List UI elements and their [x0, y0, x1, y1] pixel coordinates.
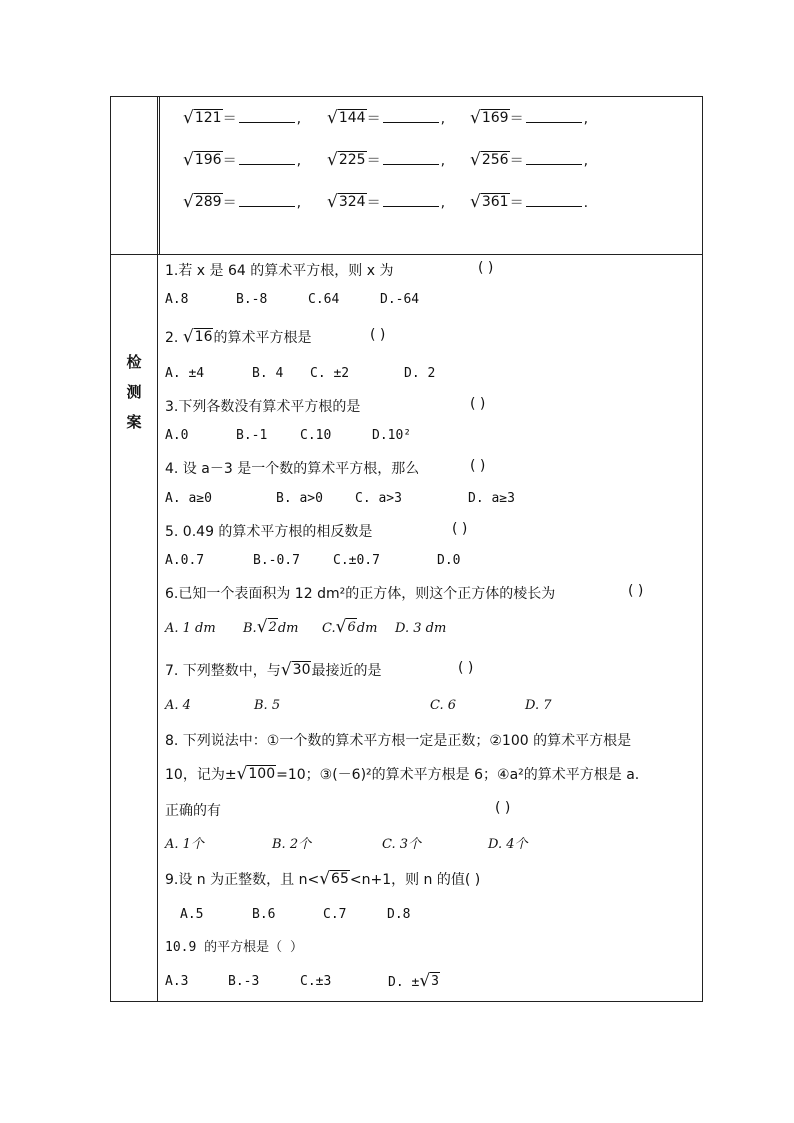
radicand: 121 [194, 110, 222, 126]
option-b[interactable]: B.-0.7 [253, 553, 300, 568]
option-b[interactable]: B.-1 [236, 428, 268, 443]
radicand: 196 [194, 152, 222, 168]
option-b[interactable]: B. √ 2 dm [243, 617, 299, 637]
option-b[interactable]: B.6 [252, 907, 276, 922]
option-d[interactable]: D. a≥3 [468, 491, 515, 506]
question-6-text: 6.已知一个表面积为 12 dm²的正方体，则这个正方体的棱长为 [165, 586, 556, 602]
sqrt-blank-item [183, 192, 301, 212]
equals-sign: ＝ [222, 111, 237, 127]
option-a[interactable]: A. 1 dm [165, 621, 216, 636]
option-d[interactable]: D.0 [437, 553, 461, 568]
radicand: 169 [481, 110, 509, 126]
question-6-paren[interactable]: ( ) [628, 583, 644, 599]
option-c[interactable]: C.±0.7 [333, 553, 380, 568]
answer-blank[interactable] [526, 150, 582, 165]
option-d[interactable]: D. ± √ 3 [388, 971, 439, 991]
question-2-paren[interactable]: ( ) [370, 327, 386, 343]
option-a[interactable]: A.0.7 [165, 553, 205, 568]
punctuation: , [440, 111, 446, 127]
option-a[interactable]: A.3 [165, 974, 189, 989]
option-a[interactable]: A.0 [165, 428, 189, 443]
option-c[interactable]: C.7 [323, 907, 347, 922]
punctuation: , [296, 195, 302, 211]
option-a[interactable]: A. a≥0 [165, 491, 212, 506]
sqrt-symbol: √ 289 [183, 192, 222, 212]
radicand: 324 [338, 194, 366, 210]
question-1-paren[interactable]: ( ) [478, 260, 494, 276]
question-8-line2: 10，记为± √ 100 =10；③(－6)²的算术平方根是 6；④a²的算术平方根是 a. [165, 764, 640, 784]
sqrt-symbol: √ 121 [183, 108, 222, 128]
question-7-text: 7. 下列整数中，与 √ 30 最接近的是 [165, 660, 382, 680]
punctuation: , [440, 195, 446, 211]
option-a[interactable]: A. 1个 [165, 837, 204, 852]
answer-blank[interactable] [383, 192, 439, 207]
radicand: 256 [481, 152, 509, 168]
option-d[interactable]: D. 2 [404, 366, 436, 381]
option-a[interactable]: A.8 [165, 292, 189, 307]
sqrt-blank-item [470, 150, 588, 170]
sqrt-symbol: √ 256 [470, 150, 509, 170]
option-c[interactable]: C. ±2 [310, 366, 350, 381]
option-c[interactable]: C.10 [300, 428, 332, 443]
option-a[interactable]: A. 4 [165, 698, 191, 713]
answer-blank[interactable] [526, 192, 582, 207]
question-9-text: 9.设 n 为正整数，且 n< √ 65 <n+1，则 n 的值( ) [165, 869, 481, 889]
equals-sign: ＝ [509, 111, 524, 127]
punctuation: , [440, 153, 446, 169]
question-5-paren[interactable]: ( ) [452, 521, 468, 537]
sqrt-blank-item [183, 150, 301, 170]
sqrt-blank-item [470, 108, 588, 128]
option-d[interactable]: D.10² [372, 428, 412, 443]
worksheet-table [110, 96, 703, 1002]
equals-sign: ＝ [509, 195, 524, 211]
option-c[interactable]: C. 3个 [382, 837, 422, 852]
answer-blank[interactable] [239, 150, 295, 165]
punctuation: . [583, 195, 589, 211]
answer-blank[interactable] [526, 108, 582, 123]
option-c[interactable]: C. 6 [430, 698, 457, 713]
punctuation: , [296, 111, 302, 127]
question-8-paren[interactable]: ( ) [495, 800, 511, 816]
equals-sign: ＝ [366, 153, 381, 169]
option-c[interactable]: C.64 [308, 292, 340, 307]
radicand: 144 [338, 110, 366, 126]
row-divider [111, 254, 702, 255]
sqrt-blank-item [470, 192, 588, 212]
radicand: 289 [194, 194, 222, 210]
sqrt-symbol: √ 196 [183, 150, 222, 170]
option-c[interactable]: C.±3 [300, 974, 332, 989]
answer-blank[interactable] [239, 108, 295, 123]
sqrt-symbol: √ 169 [470, 108, 509, 128]
radicand: 225 [338, 152, 366, 168]
question-4-text: 4. 设 a－3 是一个数的算术平方根，那么 [165, 461, 420, 477]
answer-blank[interactable] [383, 108, 439, 123]
option-b[interactable]: B.-3 [228, 974, 260, 989]
option-b[interactable]: B. 5 [254, 698, 281, 713]
question-5-text: 5. 0.49 的算术平方根的相反数是 [165, 524, 373, 540]
option-b[interactable]: B. a>0 [276, 491, 323, 506]
question-8-line3: 正确的有 [165, 803, 221, 819]
punctuation: , [583, 153, 589, 169]
option-b[interactable]: B. 4 [252, 366, 284, 381]
option-d[interactable]: D.-64 [380, 292, 420, 307]
option-d[interactable]: D. 7 [525, 698, 552, 713]
option-c[interactable]: C. a>3 [355, 491, 402, 506]
equals-sign: ＝ [509, 153, 524, 169]
sqrt-blank-item [327, 150, 445, 170]
option-d[interactable]: D.8 [387, 907, 411, 922]
option-d[interactable]: D. 3 dm [395, 621, 447, 636]
option-d[interactable]: D. 4个 [488, 837, 528, 852]
equals-sign: ＝ [366, 111, 381, 127]
sqrt-symbol: √ 16 [182, 327, 213, 347]
sqrt-symbol: √ 361 [470, 192, 509, 212]
sqrt-blank-item [183, 108, 301, 128]
sqrt-symbol: √ 225 [327, 150, 366, 170]
sqrt-symbol: √ 144 [327, 108, 366, 128]
equals-sign: ＝ [222, 195, 237, 211]
option-c[interactable]: C. √ 6 dm [322, 617, 378, 637]
option-b[interactable]: B.-8 [236, 292, 268, 307]
answer-blank[interactable] [383, 150, 439, 165]
question-10-text: 10.9 的平方根是（ ） [165, 940, 303, 955]
inner-column-divider [159, 97, 160, 254]
answer-blank[interactable] [239, 192, 295, 207]
question-3-text: 3.下列各数没有算术平方根的是 [165, 399, 361, 415]
question-7-paren[interactable]: ( ) [458, 660, 474, 676]
sqrt-blank-item [327, 108, 445, 128]
section-label: 检 测 案 [126, 353, 142, 431]
equals-sign: ＝ [366, 195, 381, 211]
question-1-text: 1.若 x 是 64 的算术平方根，则 x 为 [165, 263, 394, 279]
question-4-paren[interactable]: ( ) [470, 458, 486, 474]
question-2-text: 2. √ 16 的算术平方根是 [165, 327, 312, 347]
punctuation: , [583, 111, 589, 127]
sqrt-blank-item [327, 192, 445, 212]
option-b[interactable]: B. 2个 [272, 837, 312, 852]
option-a[interactable]: A. ±4 [165, 366, 205, 381]
column-divider [157, 97, 158, 1001]
question-8-line1: 8. 下列说法中：①一个数的算术平方根一定是正数；②100 的算术平方根是 [165, 733, 632, 749]
question-3-paren[interactable]: ( ) [470, 396, 486, 412]
option-a[interactable]: A.5 [180, 907, 204, 922]
radicand: 361 [481, 194, 509, 210]
sqrt-symbol: √ 324 [327, 192, 366, 212]
punctuation: , [296, 153, 302, 169]
equals-sign: ＝ [222, 153, 237, 169]
